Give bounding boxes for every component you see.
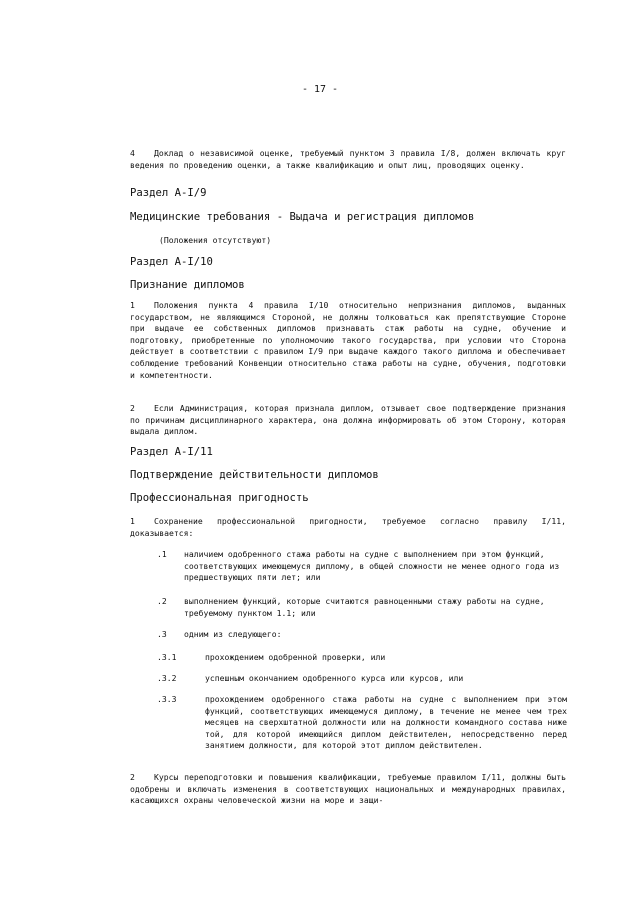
section-a-i-11-title: Раздел A-I/11 xyxy=(130,446,213,458)
paragraph-text: Доклад о независимой оценке, требуемый пунктом 3 правила I/8, должен включать круг ведения по проведению оценки, а также квалификацию и опыт лиц, проводящих оценку. xyxy=(130,148,566,170)
page-number: - 17 - xyxy=(301,84,339,95)
paragraph-number: 2 xyxy=(130,772,135,782)
paragraph-4 xyxy=(130,148,566,171)
section-a-i-11-subtitle: Подтверждение действительности дипломов xyxy=(130,469,379,481)
section-a-i-11-paragraph-1 xyxy=(130,516,566,539)
section-a-i-10-subtitle: Признание дипломов xyxy=(130,279,245,291)
section-a-i-9-title: Раздел A-I/9 xyxy=(130,187,207,199)
paragraph-number: 2 xyxy=(130,403,135,413)
list-item-text: прохождением одобренной проверки, или xyxy=(205,652,386,662)
section-a-i-10-paragraph-1 xyxy=(130,300,566,381)
section-a-i-9-note: (Положения отсутствуют) xyxy=(159,235,272,245)
section-a-i-10-paragraph-2 xyxy=(130,403,566,438)
paragraph-text: Курсы переподготовки и повышения квалификации, требуемые правилом I/11, должны быть одобрены и включать изменения в соответствующих национальных и международных правилах, касающихся охраны человеческой жизни на море и защи- xyxy=(130,772,566,806)
paragraph-number: 4 xyxy=(130,148,135,158)
list-item-text: прохождением одобренного стажа работы на судне с выполнением при этом функций, соответствующих имеющемуся диплому, в течение не менее чем трех месяцев на сверхштатной должности или на должности командного состава ниже той, для которой имеющийся диплом действителен, непосредственно перед занятием должности, для которой этот диплом действителен. xyxy=(205,694,567,751)
list-item-label: .2 xyxy=(157,596,167,606)
list-item-label: .3.3 xyxy=(157,694,177,704)
section-a-i-9-subtitle: Медицинские требования - Выдача и регистрация дипломов xyxy=(130,211,475,223)
section-a-i-11-subtitle-2: Профессиональная пригодность xyxy=(130,492,309,504)
paragraph-text: Если Администрация, которая признала диплом, отзывает свое подтверждение признания по причинам дисциплинарного характера, она должна информировать об этом Сторону, которая выдала диплом. xyxy=(130,403,566,437)
list-item-text: наличием одобренного стажа работы на судне с выполнением при этом функций, соответствующих имеющемуся диплому, в общей сложности не менее одного года из предшествующих пяти лет; или xyxy=(184,549,560,583)
list-item-label: .3.2 xyxy=(157,673,177,683)
section-a-i-11-paragraph-2 xyxy=(130,772,566,807)
paragraph-text: Положения пункта 4 правила I/10 относительно непризнания дипломов, выданных государством, не являющимся Стороной, не должны толковаться как препятствующие Стороне при выдаче ее собственных дипломов признавать стаж работы на судне, обучение и подготовку, приобретенные по уполномочию такого государства, при условии что Сторона действует в соответствии с правилом I/9 при выдаче каждого такого диплома и обеспечивает соблюдение требований Конвенции относительно стажа работы на судне, обучения, подготовки и компетентности. xyxy=(130,300,566,380)
paragraph-number: 1 xyxy=(130,300,135,310)
paragraph-text: Сохранение профессиональной пригодности, требуемое согласно правилу I/11, доказывается: xyxy=(130,516,566,538)
section-a-i-10-title: Раздел A-I/10 xyxy=(130,256,213,268)
list-item-label: .3 xyxy=(157,629,167,639)
list-item-text: одним из следующего: xyxy=(184,629,282,639)
list-item-text: выполнением функций, которые считаются равноценными стажу работы на судне, требуемому пунктом 1.1; или xyxy=(184,596,545,618)
list-item-text: успешным окончанием одобренного курса или курсов, или xyxy=(205,673,464,683)
list-item-label: .3.1 xyxy=(157,652,177,662)
paragraph-number: 1 xyxy=(130,516,135,526)
list-item-label: .1 xyxy=(157,549,167,559)
